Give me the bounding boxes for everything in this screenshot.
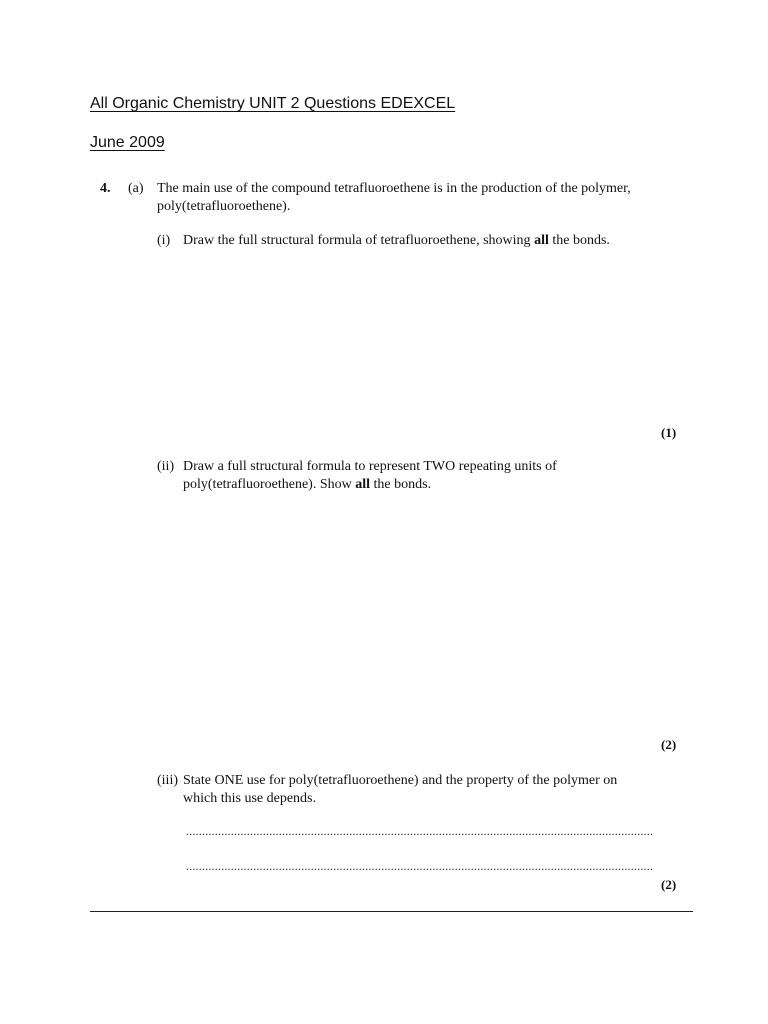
- part-ii-text-suffix: the bonds.: [370, 477, 432, 492]
- bottom-divider: [90, 911, 693, 912]
- answer-line-2[interactable]: ..................................................................................................................................................: [186, 859, 654, 873]
- part-iii-marks: (2): [661, 877, 677, 892]
- part-i-text-prefix: Draw the full structural formula of tetrafluoroethene, showing: [183, 233, 535, 248]
- part-i-marks: (1): [661, 425, 677, 440]
- part-i-text-suffix: the bonds.: [548, 233, 610, 248]
- part-i-text: [183, 232, 610, 250]
- exam-session: June 2009: [90, 134, 165, 151]
- answer-line-1[interactable]: ..................................................................................................................................................: [186, 824, 654, 838]
- part-i-label: (i): [157, 233, 171, 248]
- part-ii-text-line2: [183, 476, 431, 494]
- part-a-label: (a): [128, 181, 144, 196]
- part-a-text-line1: The main use of the compound tetrafluoroethene is in the production of the polymer,: [157, 181, 631, 196]
- page-title: All Organic Chemistry UNIT 2 Questions EDEXCEL: [90, 95, 456, 112]
- part-iii-text-line1: State ONE use for poly(tetrafluoroethene) and the property of the polymer on: [183, 773, 618, 788]
- part-a-text-line2: poly(tetrafluoroethene).: [157, 199, 291, 214]
- part-ii-label: (ii): [157, 459, 175, 474]
- part-ii-marks: (2): [661, 737, 677, 752]
- part-ii-text-line1: Draw a full structural formula to represent TWO repeating units of: [183, 459, 557, 474]
- part-ii-text-bold: all: [355, 477, 371, 492]
- part-ii-text-prefix: poly(tetrafluoroethene). Show: [183, 477, 356, 492]
- question-number: 4.: [100, 181, 111, 196]
- part-iii-label: (iii): [157, 773, 178, 788]
- part-i-text-bold: all: [534, 233, 549, 248]
- part-iii-text-line2: which this use depends.: [183, 791, 316, 806]
